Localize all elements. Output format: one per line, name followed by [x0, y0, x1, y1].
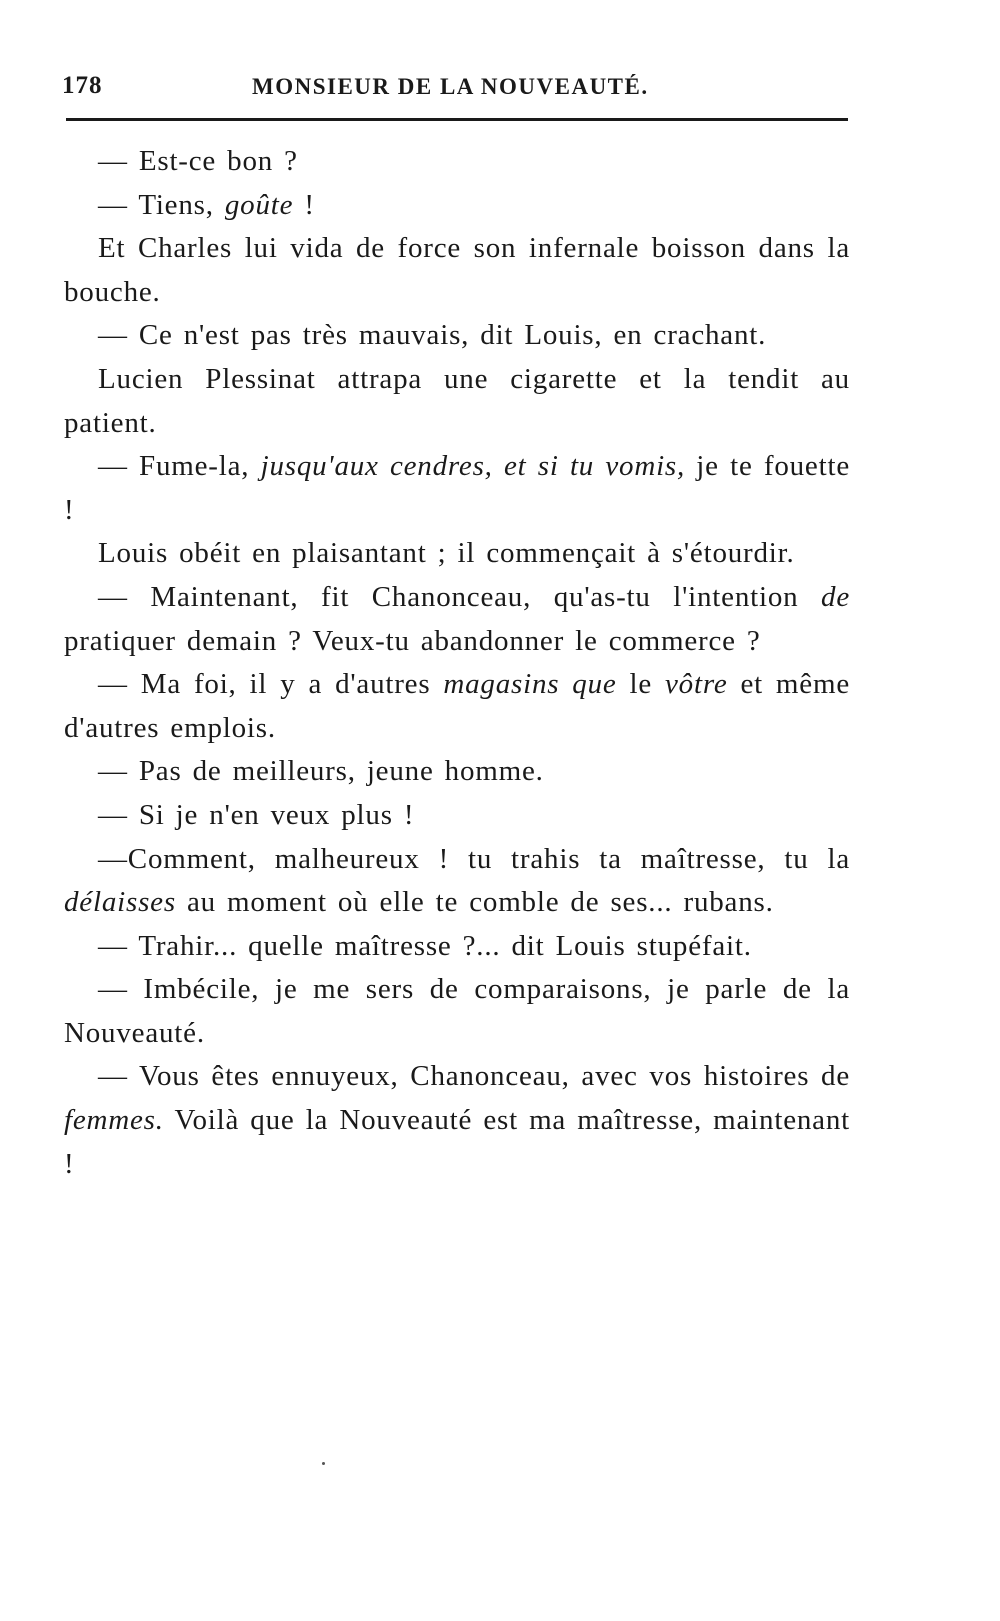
text-segment: — Ma foi, il y a d'autres [98, 668, 444, 701]
text-segment: pratiquer demain ? Veux-tu abandonner le commerce ? [64, 624, 761, 657]
text-segment: —Comment, malheureux ! tu trahis ta maîtresse, tu la [98, 842, 850, 875]
text-segment: le [616, 668, 665, 701]
text-segment: — Vous êtes ennuyeux, Chanonceau, avec vos histoires de [98, 1060, 850, 1093]
italic-text: délaisses [64, 886, 176, 919]
body-text [64, 140, 850, 1186]
page-number: 178 [62, 72, 103, 99]
paragraph [64, 750, 850, 794]
paragraph [64, 663, 850, 750]
paragraph [64, 794, 850, 838]
italic-text: magasins que [443, 668, 617, 701]
text-segment: — Ce n'est pas très mauvais, dit Louis, en crachant. [98, 319, 767, 352]
paragraph [64, 1055, 850, 1186]
text-segment: — Si je n'en veux plus ! [98, 798, 415, 831]
paragraph [64, 968, 850, 1055]
text-segment: — Tiens, [98, 188, 225, 221]
paragraph [64, 838, 850, 925]
text-segment: — Trahir... quelle maîtresse ?... dit Louis stupéfait. [98, 929, 752, 962]
page-header [62, 72, 852, 108]
italic-text: goûte [224, 188, 294, 221]
paragraph [64, 445, 850, 532]
paragraph [64, 358, 850, 445]
running-title: MONSIEUR DE LA NOUVEAUTÉ. [252, 74, 649, 99]
text-segment: et même d'autres emplois. [64, 668, 850, 744]
text-segment: — Fume-la, [98, 450, 261, 483]
text-segment: Louis obéit en plaisantant ; il commençait à s'étourdir. [98, 537, 795, 570]
text-segment: au moment où elle te comble de ses... rubans. [175, 886, 774, 919]
italic-text: vôtre [665, 668, 728, 701]
text-segment: — Imbécile, je me sers de comparaisons, je parle de la Nouveauté. [64, 973, 850, 1049]
paragraph [64, 314, 850, 358]
print-speck [322, 1462, 325, 1465]
paragraph [64, 576, 850, 663]
italic-text: femmes. [64, 1104, 164, 1137]
text-segment: Lucien Plessinat attrapa une cigarette et la tendit au patient. [64, 362, 850, 439]
paragraph [64, 227, 850, 314]
text-segment: — Pas de meilleurs, jeune homme. [98, 755, 544, 788]
header-rule [66, 118, 848, 121]
paragraph [64, 140, 850, 184]
italic-text: de [821, 580, 850, 613]
italic-text: jusqu'aux cendres, et si tu vomis, [260, 450, 686, 483]
paragraph [64, 925, 850, 969]
paragraph [64, 184, 850, 228]
text-segment: Voilà que la Nouveauté est ma maîtresse, maintenant ! [64, 1104, 850, 1180]
text-segment: je te fouette ! [64, 450, 850, 526]
text-segment: — Est-ce bon ? [98, 145, 298, 177]
text-segment: — Maintenant, fit Chanonceau, qu'as-tu l'intention [98, 580, 822, 613]
text-segment: Et Charles lui vida de force son infernale boisson dans la bouche. [64, 232, 850, 308]
text-segment: ! [293, 188, 315, 221]
paragraph [64, 532, 850, 576]
